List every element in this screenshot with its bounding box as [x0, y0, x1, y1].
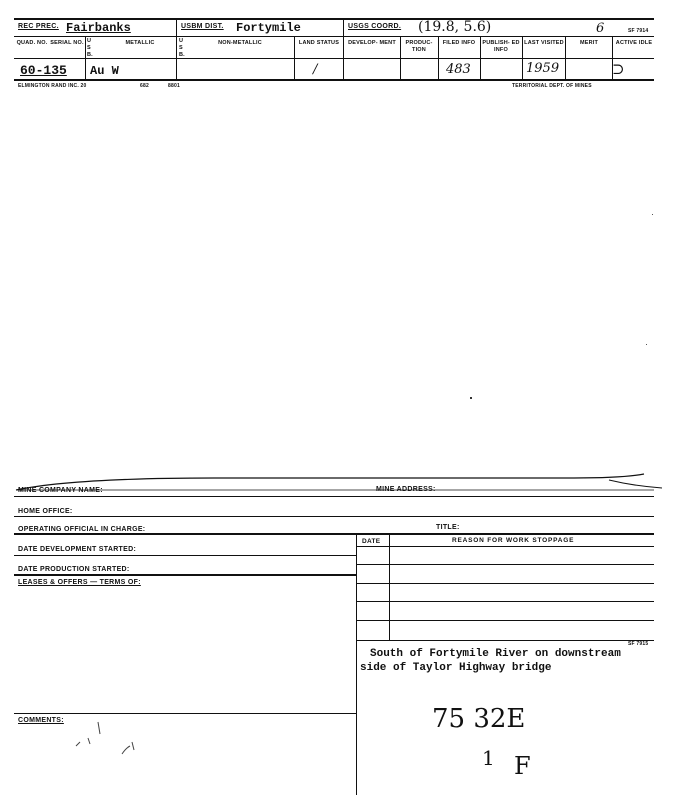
- comments-label: COMMENTS:: [18, 717, 64, 724]
- scan-speck: [652, 214, 653, 215]
- divider: [356, 535, 357, 795]
- col-published-info: PUBLISH- ED INFO: [482, 40, 520, 53]
- printer-code-1: 682: [140, 83, 149, 89]
- divider: [343, 18, 344, 79]
- divider: [14, 574, 356, 576]
- usbm-dist-value: Fortymile: [236, 21, 301, 35]
- location-line-1: South of Fortymile River on downstream: [370, 648, 621, 660]
- printer-code-2: 8801: [168, 83, 180, 89]
- col-development: DEVELOP- MENT: [348, 40, 396, 46]
- rec-prec-label: REC PREC.: [18, 23, 59, 30]
- date-production-label: DATE PRODUCTION STARTED:: [18, 566, 130, 573]
- comment-scribble: [70, 716, 150, 766]
- divider: [356, 640, 654, 641]
- divider: [356, 620, 654, 621]
- row-land-status: /: [313, 62, 318, 77]
- row-metallic: Au W: [90, 64, 119, 78]
- col-usb-right: U S B.: [179, 38, 185, 58]
- divider: [438, 36, 439, 79]
- leases-label: LEASES & OFFERS — TERMS OF:: [18, 579, 141, 586]
- divider: [14, 555, 356, 556]
- usgs-coord-label: USGS COORD.: [348, 23, 402, 30]
- page-mark: 6: [596, 21, 605, 36]
- usbm-dist-label: USBM DIST.: [181, 23, 224, 30]
- scan-speck: [470, 397, 472, 399]
- col-metallic: METALLIC: [125, 40, 155, 46]
- form-number: SF 7914: [628, 28, 649, 34]
- divider: [356, 601, 654, 602]
- row-bottom-border: [14, 79, 654, 81]
- divider: [85, 36, 86, 79]
- col-filed-info: FILED INFO: [442, 40, 476, 46]
- divider: [480, 36, 481, 79]
- department-name: TERRITORIAL DEPT. OF MINES: [512, 83, 592, 89]
- divider: [356, 564, 654, 565]
- title-label: TITLE:: [436, 524, 460, 531]
- col-last-visited: LAST VISITED: [524, 40, 564, 46]
- divider: [176, 18, 177, 79]
- top-border: [14, 18, 654, 20]
- divider: [400, 36, 401, 79]
- divider: [14, 533, 654, 535]
- hand-note-coordinates: 75 32E: [432, 704, 526, 734]
- card-top-edge: [14, 470, 664, 494]
- col-non-metallic: NON-METALLIC: [218, 40, 262, 46]
- hand-note-f: F: [514, 752, 531, 780]
- divider: [389, 535, 390, 641]
- hand-note-one: 1: [482, 746, 495, 770]
- divider: [565, 36, 566, 79]
- header-divider: [14, 36, 654, 37]
- home-office-label: HOME OFFICE:: [18, 508, 73, 515]
- col-production: PRODUC- TION: [405, 40, 433, 53]
- divider: [522, 36, 523, 79]
- col-quad-no: QUAD. NO.: [16, 40, 48, 46]
- date-development-label: DATE DEVELOPMENT STARTED:: [18, 546, 137, 553]
- column-header-divider: [14, 58, 654, 59]
- form-number-2: SF 7915: [628, 641, 649, 647]
- divider: [356, 583, 654, 584]
- reason-col-header: REASON FOR WORK STOPPAGE: [452, 537, 575, 544]
- rec-prec-value: Fairbanks: [66, 21, 131, 35]
- usgs-coord-value: (19.8, 5.6): [418, 19, 492, 35]
- row-quad-serial: 60-135: [20, 63, 67, 78]
- mine-company-name-label: MINE COMPANY NAME:: [18, 487, 103, 494]
- location-line-2: side of Taylor Highway bridge: [360, 662, 552, 674]
- row-last-visited: 1959: [526, 61, 560, 76]
- mine-address-label: MINE ADDRESS:: [376, 486, 436, 493]
- printer-name: ELMINGTON RAND INC. 20: [18, 83, 87, 89]
- divider: [356, 546, 654, 547]
- col-land-status: LAND STATUS: [298, 40, 340, 46]
- col-active-idle: ACTIVE IDLE: [615, 40, 653, 46]
- date-col-header: DATE: [362, 538, 381, 545]
- divider: [14, 713, 356, 714]
- divider: [294, 36, 295, 79]
- scan-speck: [646, 344, 647, 345]
- divider: [14, 496, 654, 497]
- row-filed-info: 483: [446, 62, 471, 77]
- col-merit: MERIT: [579, 40, 599, 46]
- row-active-idle: ⊃: [612, 60, 625, 78]
- operating-official-label: OPERATING OFFICIAL IN CHARGE:: [18, 526, 146, 533]
- divider: [14, 516, 654, 517]
- col-usb-left: U S B.: [87, 38, 93, 58]
- col-serial-no: SERIAL NO.: [50, 40, 84, 46]
